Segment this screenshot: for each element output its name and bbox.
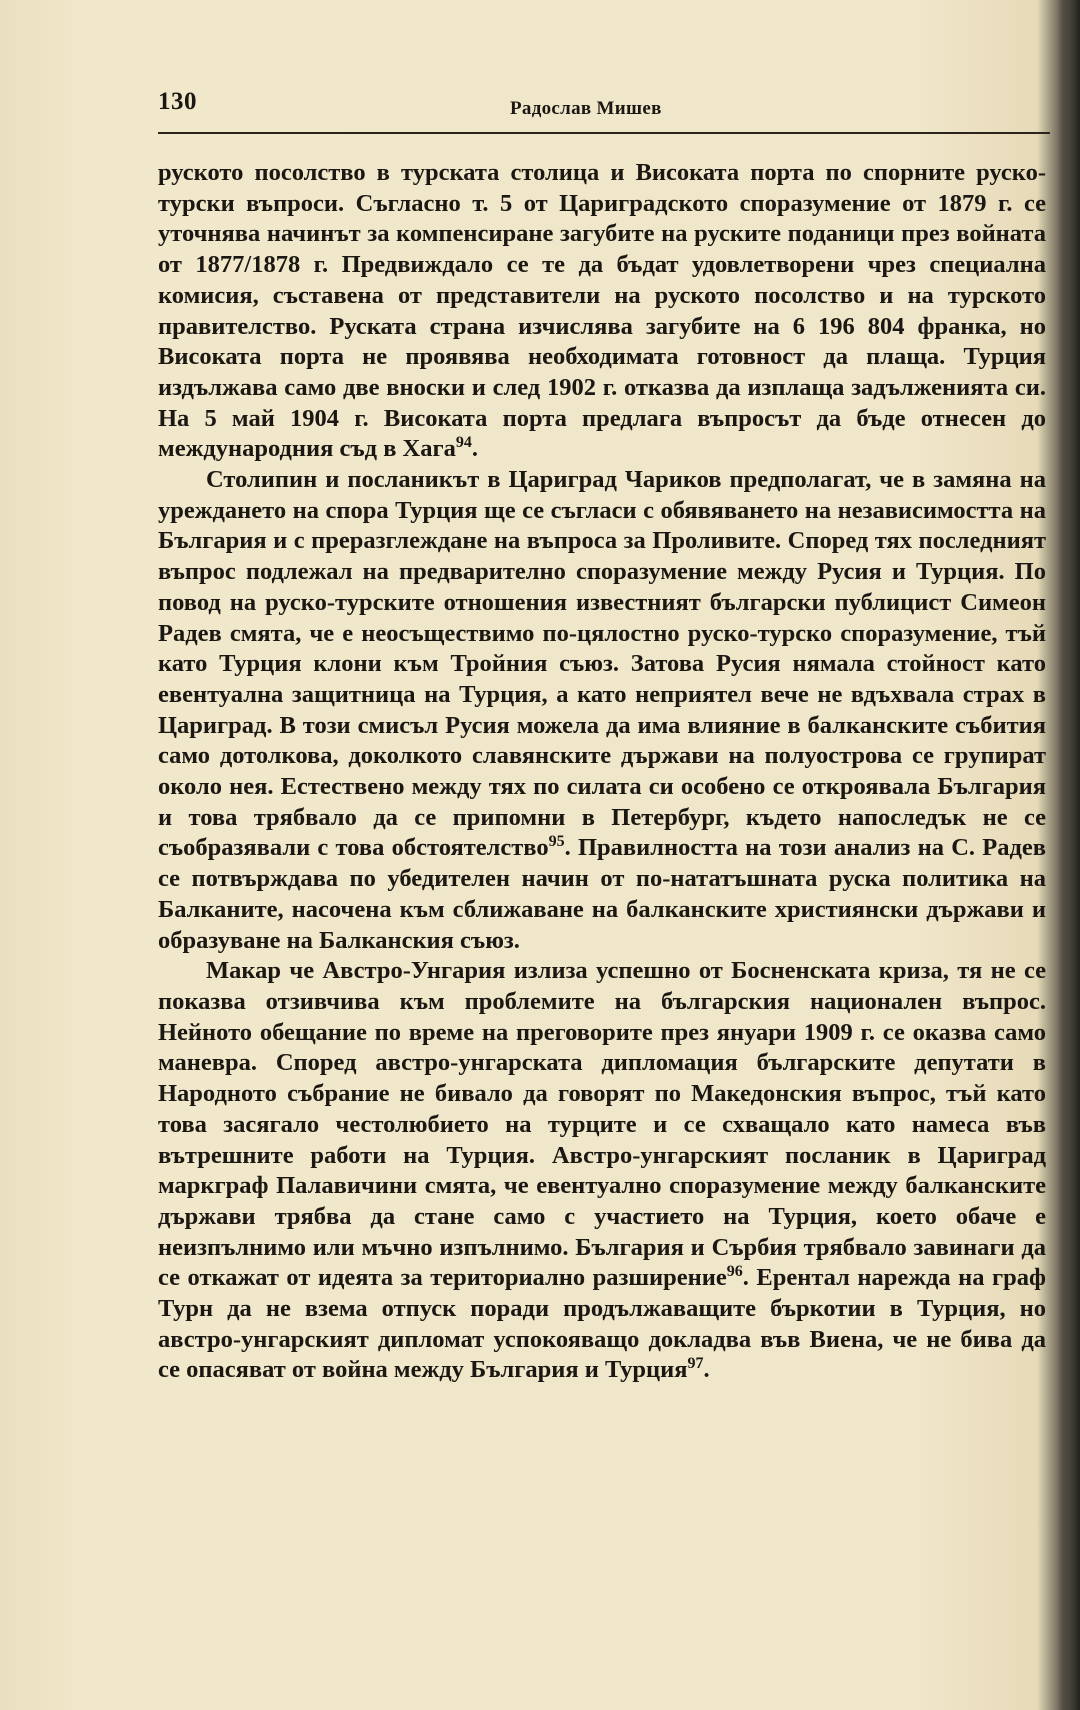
paragraph — [158, 465, 1046, 956]
paragraph-text: Макар че Австро-Унгария излиза успешно от Босненската криза, тя не се показва отзивчива към проблемите на българския национален въпрос. Нейното обещание по време на преговорите през януари 1909 г. се оказва само маневра. Според австро-унгарската дипломация българските депутати в Народното събрание не бивало да говорят по Македонския въпрос, тъй като това засягало честолюбието на турците и се схващало като намеса във вътрешните работи на Турция. Австро-унгарският посланик в Цариград маркграф Палавичини смята, че евентуално споразумение между балканските държави трябва да стане само с участието на Турция, което обаче е неизпълнимо или мъчно изпълнимо. България и Сърбия трябвало завинаги да се откажат от идеята за териториално разширение — [158, 957, 1046, 1292]
footnote-marker: 94 — [455, 434, 472, 452]
footnote-marker: 96 — [726, 1263, 743, 1281]
page-edge-shadow — [1058, 0, 1080, 1710]
paragraph — [158, 158, 1046, 465]
running-head: Радослав Мишев — [510, 98, 662, 119]
page-header — [158, 84, 1050, 134]
body-text — [158, 158, 1046, 1386]
paragraph-text: . Правилността на този анализ на С. Радев се потвърждава по убедителен начин от по-нататъшната руска политика на Балканите, насочена към сближаване на балканските християнски държави и образуване на Балканския съюз. — [158, 834, 1046, 954]
paragraph-text: . — [703, 1356, 710, 1384]
paragraph — [158, 956, 1046, 1386]
paragraph-text: руското посолство в турската столица и Високата порта по спорните руско-турски въпроси. Съгласно т. 5 от Цариградското споразумение от 1879 г. се уточнява начинът за компенсиране загубите на руските поданици през войната от 1877/1878 г. Предвиждало се те да бъдат удовлетворени чрез специална комисия, съставена от представители на руското посолство и на турското правителство. Руската страна изчислява загубите на 6 196 804 франка, но Високата порта не проявява необходимата готовност да плаща. Турция издължава само две вноски и след 1902 г. отказва да изплаща задълженията си. На 5 май 1904 г. Високата порта предлага въпросът да бъде отнесен до международния съд в Хага — [158, 159, 1046, 463]
footnote-marker: 95 — [548, 833, 565, 851]
paragraph-text: . — [471, 435, 478, 463]
paragraph-text: . Ерентал нарежда на граф Турн да не взема отпуск поради продължаващите бъркотии в Турция, но австро-унгарският дипломат успокояващо докладва във Виена, че не бива да се опасяват от война между България и Турция — [158, 1264, 1046, 1384]
footnote-marker: 97 — [687, 1355, 704, 1373]
page-number: 130 — [158, 88, 197, 115]
paragraph-text: Столипин и посланикът в Цариград Чариков предполагат, че в замяна на уреждането на спора Турция ще се съгласи с обявяването на независимостта на България и с преразглеждане на въпроса за Проливите. Според тях последният въпрос подлежал на предварително споразумение между Русия и Турция. По повод на руско-турските отношения известният български публицист Симеон Радев смята, че е неосъществимо по-цялостно руско-турско споразумение, тъй като Турция клони към Тройния съюз. Затова Русия нямала стойност като евентуална защитница на Турция, а като неприятел вече не вдъхвала страх в Цариград. В този смисъл Русия можела да има влияние в балканските събития само дотолкова, доколкото славянските държави на полуострова се групират около нея. Естествено между тях по силата си особено се откроявала България и това трябвало да се припомни в Петербург, където напоследък не се съобразявали с това обстоятелство — [158, 466, 1046, 862]
